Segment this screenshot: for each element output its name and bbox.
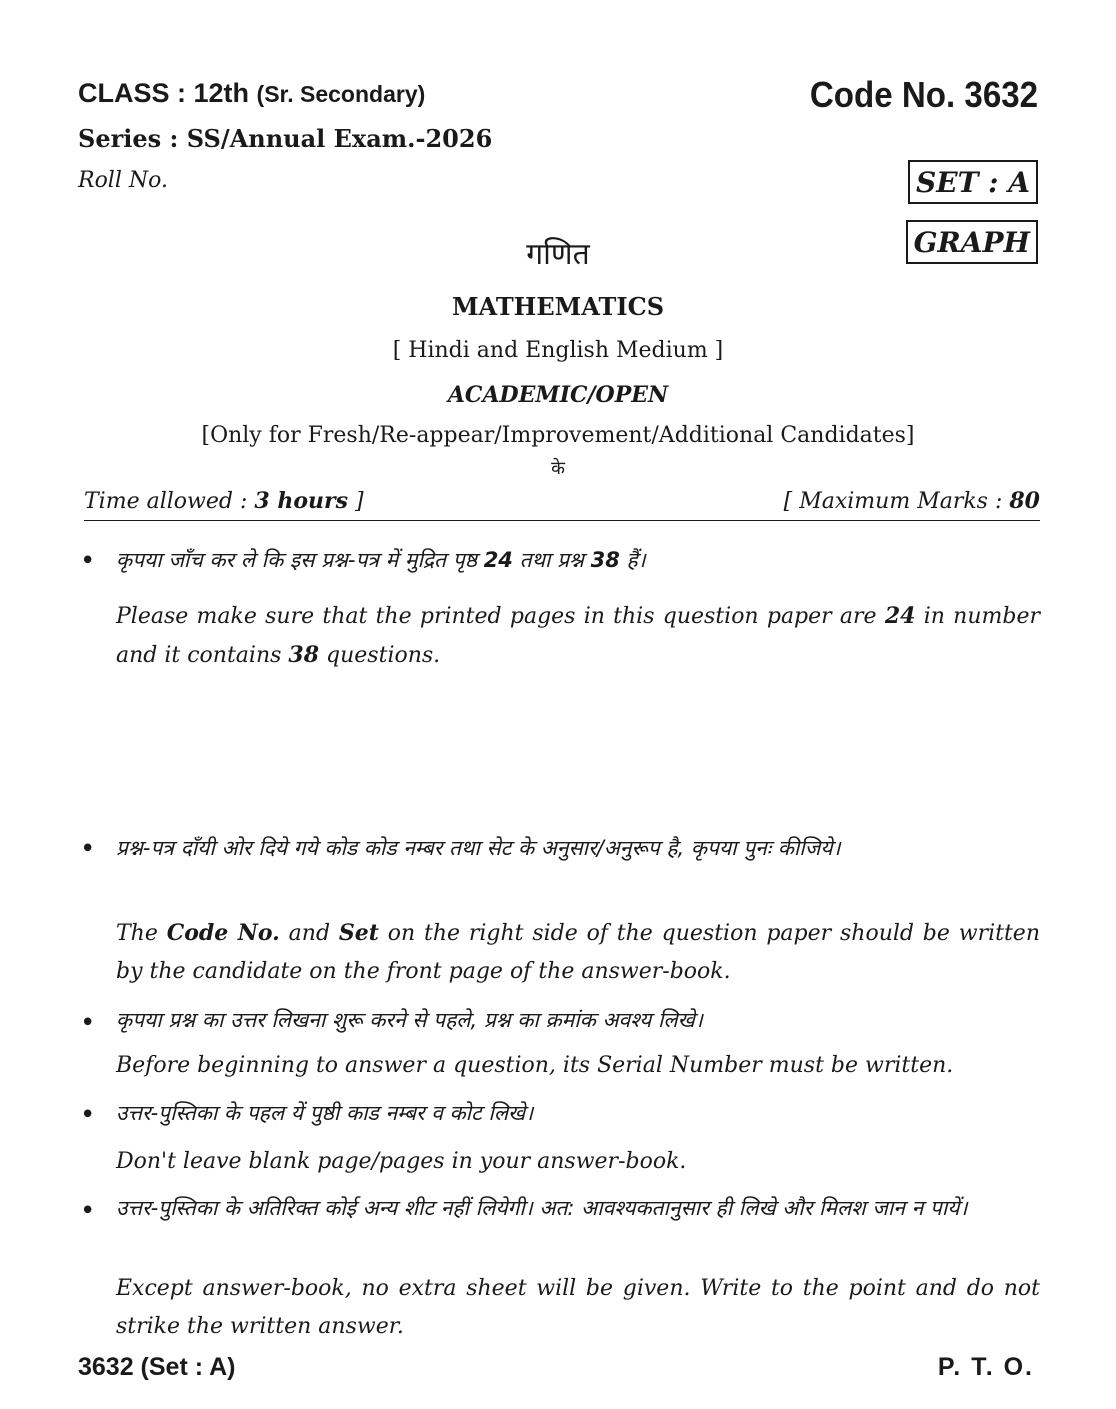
code-number: Code No. 3632 <box>809 74 1038 115</box>
time-prefix: Time allowed : <box>84 489 255 514</box>
instruction-3-english: Before beginning to answer a question, its Serial Number must be written. <box>116 1053 954 1078</box>
bullet-3: • <box>80 1008 96 1038</box>
bullet-4: • <box>80 1100 96 1130</box>
bullet-5: • <box>80 1196 96 1226</box>
class-line <box>78 78 425 109</box>
instruction-1-english: Please make sure that the printed pages in this question paper are 24 in number and it contains 38 questions. <box>116 603 1040 668</box>
instruction-5-hindi: उत्तर-पुस्तिका के अतिरिक्त कोई अन्य शीट नहीं लियेगी। अत: आवश्यकतानुसार ही लिखे और मिलश जान न पायें। <box>116 1196 968 1220</box>
stream-line: ACADEMIC/OPEN <box>447 382 669 408</box>
time-value: 3 hours <box>254 488 348 514</box>
set-box: SET : A <box>908 160 1038 204</box>
instruction-5-english: Except answer-book, no extra sheet will be given. Write to the point and do not strike the written answer. <box>116 1276 1040 1339</box>
header-divider <box>84 520 1040 521</box>
graph-box: GRAPH <box>906 220 1038 264</box>
instruction-2-english: The Code No. and Set on the right side of the question paper should be written by the candidate on the front page of the answer-book. <box>116 920 1040 984</box>
instruction-4-english: Don't leave blank page/pages in your answer-book. <box>116 1149 687 1174</box>
time-allowed <box>84 488 364 514</box>
ke-line: के <box>551 458 565 479</box>
instruction-2-hindi: प्रश्न-पत्र दाँयी ओर दिये गये कोड कोड नम्बर तथा सेट के अनुसार/अनुरूप है, कृपया पुनः कीजिये। <box>116 836 841 860</box>
time-suffix: ] <box>347 489 364 514</box>
series-line: Series : SS/Annual Exam.-2026 <box>78 124 493 153</box>
candidates-line: [Only for Fresh/Re-appear/Improvement/Additional Candidates] <box>201 423 915 448</box>
footer-code: 3632 (Set : A) <box>78 1353 236 1381</box>
hindi-subject-title: गणित <box>526 237 590 272</box>
pto-label: P. T. O. <box>937 1353 1034 1381</box>
bullet-2: • <box>80 834 96 864</box>
subject-title: MATHEMATICS <box>451 292 665 321</box>
class-label: CLASS : 12th <box>78 78 250 108</box>
class-note: (Sr. Secondary) <box>256 81 426 107</box>
medium-line: [ Hindi and English Medium ] <box>392 338 724 363</box>
instruction-4-hindi: उत्तर-पुस्तिका के पहल यें पुष्ठी काड नम्बर व कोट लिखे। <box>116 1101 534 1125</box>
bullet-1: • <box>80 546 96 576</box>
instruction-3-hindi: कृपया प्रश्न का उत्तर लिखना शुरू करने से पहले, प्रश्न का क्रमांक अवश्य लिखे। <box>116 1008 703 1032</box>
maximum-marks <box>784 488 1040 514</box>
instruction-1-hindi: कृपया जाँच कर ले कि इस प्रश्न-पत्र में मुद्रित पृष्ठ 24 तथा प्रश्न 38 हैं। <box>116 548 646 572</box>
marks-prefix: [ Maximum Marks : <box>783 489 1010 514</box>
marks-value: 80 <box>1009 488 1040 514</box>
roll-no-label: Roll No. <box>78 168 168 193</box>
